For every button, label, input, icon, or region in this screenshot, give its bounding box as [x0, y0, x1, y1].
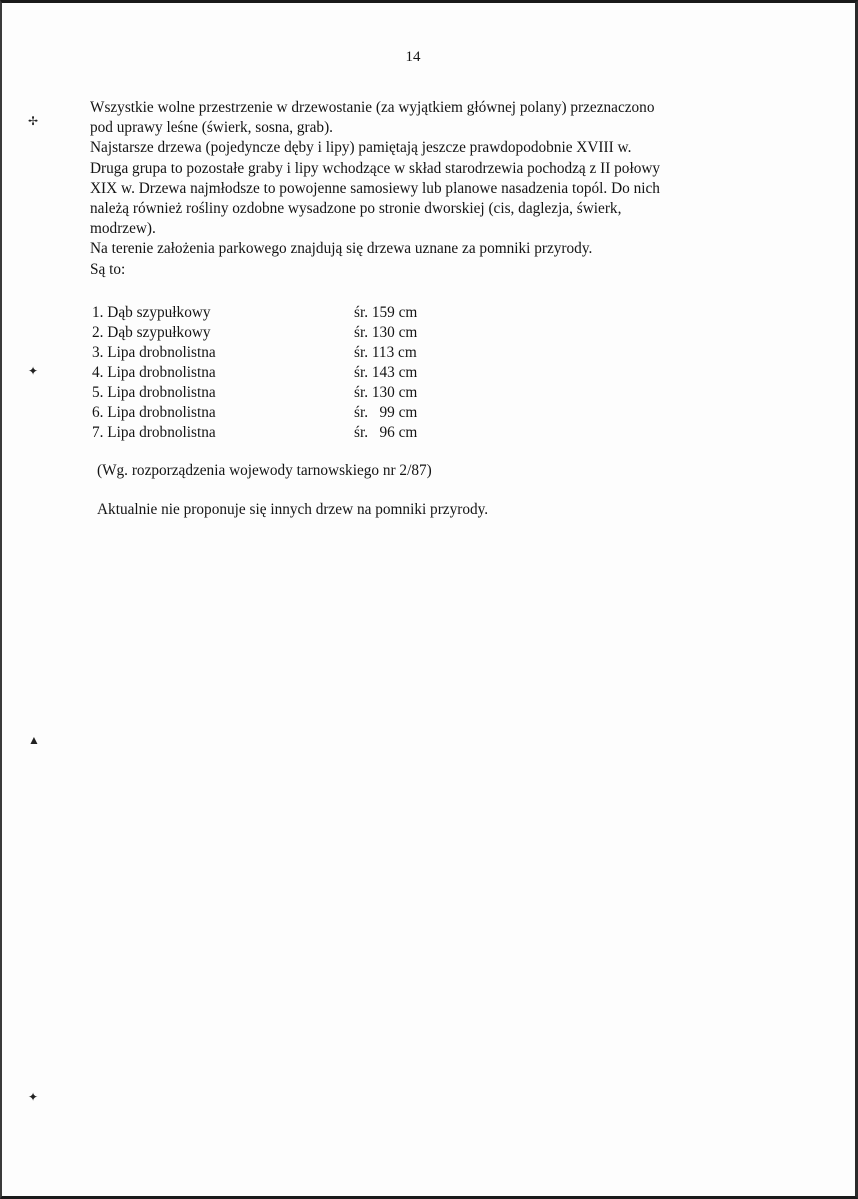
tree-diameter: śr. 130 cm	[354, 324, 418, 341]
binder-hole-mark-icon: ✦	[28, 1090, 39, 1104]
list-item	[92, 303, 492, 323]
list-item	[92, 363, 492, 383]
paragraph-line: Najstarsze drzewa (pojedyncze dęby i lipy) pamiętają jeszcze prawdopodobnie XVIII w.	[90, 139, 632, 157]
paragraph-line: XIX w. Drzewa najmłodsze to powojenne samosiewy lub planowe nasadzenia topól. Do nich	[90, 179, 660, 197]
list-item	[92, 383, 492, 403]
paragraph-line: należą również rośliny ozdobne wysadzone po stronie dworskiej (cis, daglezja, świerk,	[90, 200, 622, 218]
paragraph-line: Druga grupa to pozostałe graby i lipy wchodzące w skład starodrzewia pochodzą z II połowy	[90, 159, 661, 177]
tree-list	[92, 303, 492, 443]
list-item	[92, 323, 492, 343]
tree-name: 4. Lipa drobnolistna	[92, 364, 216, 381]
tree-name: 6. Lipa drobnolistna	[92, 404, 216, 421]
binder-hole-mark-icon: ✦	[28, 364, 39, 378]
paragraph-line: Na terenie założenia parkowego znajdują się drzewa uznane za pomniki przyrody.	[90, 240, 593, 258]
tree-diameter: śr. 113 cm	[354, 344, 417, 361]
binder-hole-mark-icon: ✢	[28, 114, 39, 128]
tree-name: 7. Lipa drobnolistna	[92, 424, 216, 441]
tree-name: 1. Dąb szypułkowy	[92, 304, 211, 321]
tree-name: 2. Dąb szypułkowy	[92, 324, 211, 341]
tree-diameter: śr. 130 cm	[354, 384, 418, 401]
closing-note: Aktualnie nie proponuje się innych drzew na pomniki przyrody.	[97, 501, 489, 518]
paragraph-line: modrzew).	[90, 220, 156, 238]
tree-name: 5. Lipa drobnolistna	[92, 384, 216, 401]
list-item	[92, 343, 492, 363]
paragraph-line: Są to:	[90, 260, 126, 278]
tree-diameter: śr. 99 cm	[354, 404, 418, 421]
body-paragraph	[90, 98, 770, 280]
list-item	[92, 403, 492, 423]
tree-diameter: śr. 96 cm	[354, 424, 418, 441]
tree-diameter: śr. 159 cm	[354, 304, 418, 321]
page-number: 14	[405, 49, 421, 65]
binder-hole-mark-icon: ▲	[28, 733, 40, 747]
list-item	[92, 423, 492, 443]
paragraph-line: Wszystkie wolne przestrzenie w drzewostanie (za wyjątkiem głównej polany) przeznaczono	[90, 99, 655, 116]
source-note: (Wg. rozporządzenia wojewody tarnowskiego nr 2/87)	[97, 462, 432, 479]
paragraph-line: pod uprawy leśne (świerk, sosna, grab).	[90, 119, 333, 137]
tree-diameter: śr. 143 cm	[354, 364, 418, 381]
tree-name: 3. Lipa drobnolistna	[92, 344, 216, 361]
